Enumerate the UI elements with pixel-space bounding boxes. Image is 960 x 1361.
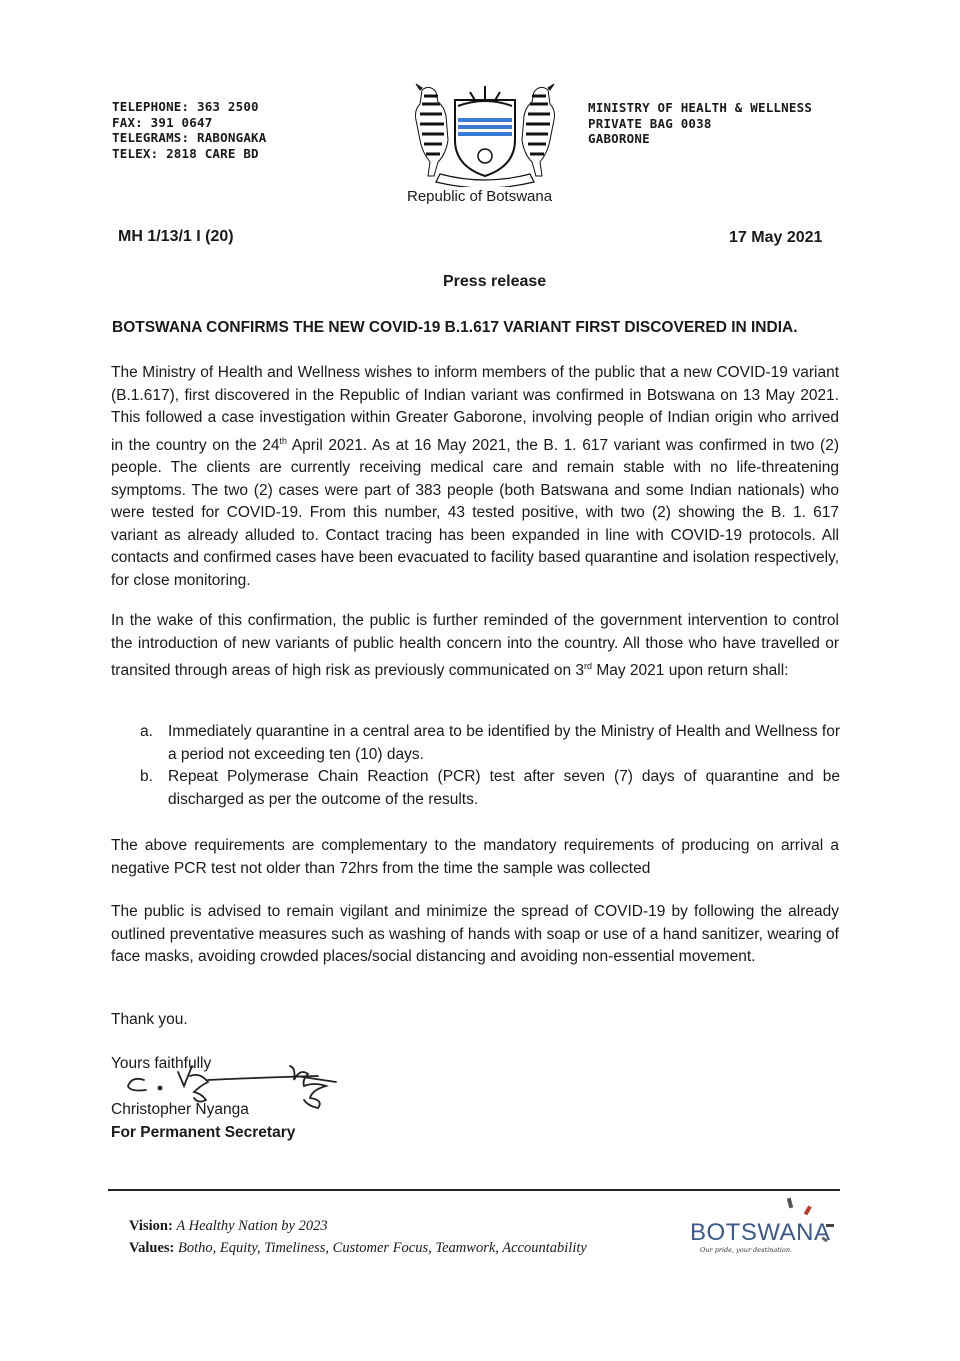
paragraph-reminder-part1: In the wake of this confirmation, the public is further reminded of the government intervention to control the introduction of new variants of public health concern into the country. All those who have travelled or transited through areas of high risk as previously communicated on 3 [111, 612, 839, 680]
footer-vision [129, 1216, 328, 1237]
brand-tagline: Our pride, your destination. [700, 1246, 793, 1254]
republic-caption: Republic of Botswana [407, 188, 553, 205]
values-label: Values: [129, 1240, 175, 1256]
paragraph-intro-part2: April 2021. As at 16 May 2021, the B. 1. 617 variant was confirmed in two (2) people. The clients are currently receiving medical care and remain stable with no life-threatening symptoms. The two (2) cases were part of 383 people (both Batswana and some Indian nationals) who were tested for COVID-19. From this number, 43 tested positive, with two (2) showing the B. 1. 617 variant as already alluded to. Contact tracing has been expanded in line with COVID-19 protocols. All contacts and confirmed cases have been evacuated to facility based quarantine and isolation respectively, for close monitoring. [111, 436, 839, 589]
ministry-city: GABORONE [588, 131, 650, 146]
vision-text: A Healthy Nation by 2023 [176, 1218, 328, 1234]
reference-number: MH 1/13/1 I (20) [118, 228, 234, 245]
footer-divider [108, 1189, 840, 1191]
headline: BOTSWANA CONFIRMS THE NEW COVID-19 B.1.617 VARIANT FIRST DISCOVERED IN INDIA. [112, 319, 798, 336]
footer-values [129, 1238, 587, 1259]
requirements-list [140, 721, 840, 811]
ministry-address-block [588, 100, 812, 147]
list-marker: a. [140, 723, 153, 740]
list-marker: b. [140, 768, 153, 785]
superscript: rd [584, 661, 593, 671]
contact-fax: FAX: 391 0647 [112, 114, 213, 130]
paragraph-intro-part1: The Ministry of Health and Wellness wishes to inform members of the public that a new COVID-19 variant (B.1.617), first discovered in the Republic of Indian variant was confirmed in Botswana on 13 May 2021. This followed a case investigation within Greater Gaborone, involving people of Indian origin who arrived in the country on the 24 [111, 364, 839, 454]
values-text: Botho, Equity, Timeliness, Customer Focus, Teamwork, Accountability [178, 1240, 587, 1256]
paragraph-requirements: The above requirements are complementary to the mandatory requirements of producing on arrival a negative PCR test not older than 72hrs from the time the sample was collected [111, 837, 839, 877]
paragraph-advice: The public is advised to remain vigilant and minimize the spread of COVID-19 by following the already outlined preventative measures such as washing of hands with soap or use of a hand sanitizer, wearing of face masks, avoiding crowded places/social distancing and avoiding non-essential movement. [111, 903, 839, 965]
superscript: th [279, 435, 288, 446]
paragraph-reminder [111, 610, 839, 683]
contact-block [112, 99, 267, 161]
list-item [140, 766, 840, 811]
contact-telegrams: TELEGRAMS: RABONGAKA [112, 130, 267, 145]
document-date: 17 May 2021 [729, 229, 823, 246]
paragraph-intro [111, 362, 839, 592]
list-item-text: Repeat Polymerase Chain Reaction (PCR) test after seven (7) days of quarantine and be discharged as per the outcome of the results. [168, 768, 840, 808]
ministry-name: MINISTRY OF HEALTH & WELLNESS [588, 100, 813, 115]
botswana-brand-logo-icon [688, 1192, 843, 1262]
ministry-private-bag: PRIVATE BAG 0038 [588, 115, 712, 131]
thank-you: Thank you. [111, 1011, 188, 1028]
brand-wordmark: BOTSWANA [690, 1219, 831, 1246]
list-item-text: Immediately quarantine in a central area to be identified by the Ministry of Health and Wellness for a period not exceeding ten (10) days. [168, 723, 840, 763]
list-item [140, 721, 840, 766]
contact-telephone: TELEPHONE: 363 2500 [112, 99, 259, 114]
contact-telex: TELEX: 2818 CARE BD [112, 145, 259, 161]
signatory-role: For Permanent Secretary [111, 1124, 296, 1141]
document-type: Press release [443, 273, 547, 290]
signatory-name: Christopher Nyanga [111, 1101, 249, 1118]
paragraph-reminder-part2: May 2021 upon return shall: [592, 662, 789, 680]
vision-label: Vision: [129, 1218, 173, 1234]
closing: Yours faithfully [111, 1055, 212, 1072]
coat-of-arms-icon [400, 82, 570, 187]
